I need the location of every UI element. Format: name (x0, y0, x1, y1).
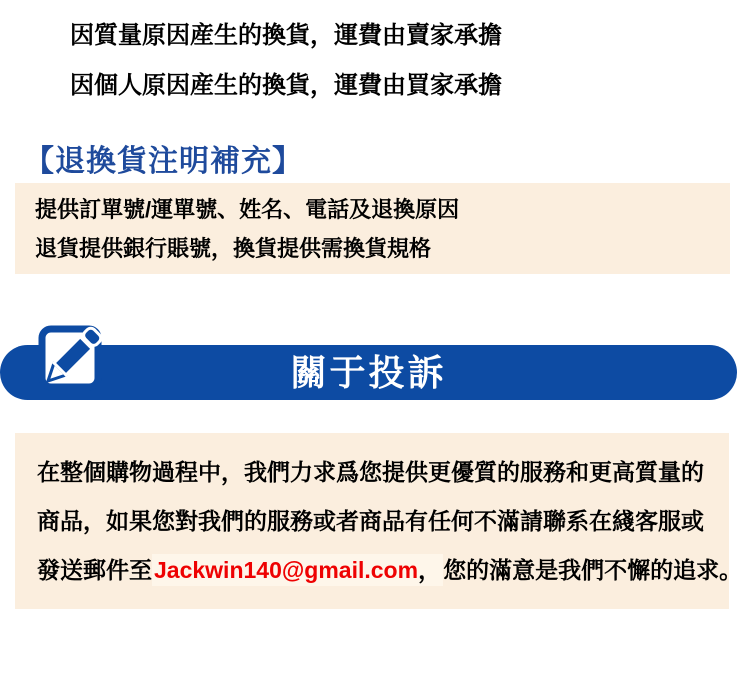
complaint-line-3 (37, 546, 743, 595)
exchange-policy-seller-line: 因質量原因産生的換貨，運費由賣家承擔 (70, 22, 502, 49)
pencil-note-icon (34, 317, 110, 393)
complaint-line-3-comma: ， (418, 557, 442, 583)
returns-note-line-2: 退貨提供銀行賬號，換貨提供需換貨規格 (35, 236, 432, 261)
exchange-policy-buyer-line: 因個人原因産生的換貨，運費由買家承擔 (70, 72, 502, 99)
complaint-banner (0, 345, 737, 400)
complaint-line-2: 商品，如果您對我們的服務或者商品有任何不滿請聯系在綫客服或 (37, 508, 704, 534)
returns-note-heading: 【退換貨注明補充】 (24, 145, 303, 178)
complaint-info-box (15, 433, 743, 609)
complaint-line-3-prefix: 發送郵件至 (37, 557, 152, 583)
complaint-line-3-suffix: 您的滿意是我們不懈的追求。 (443, 557, 743, 583)
contact-email: Jackwin140@gmail.com (154, 557, 419, 583)
complaint-line-1: 在整個購物過程中，我們力求爲您提供更優質的服務和更高質量的 (37, 459, 704, 485)
returns-note-box (15, 183, 730, 274)
returns-note-line-1: 提供訂單號/運單號、姓名、電話及退換原因 (35, 197, 460, 222)
email-highlight (152, 554, 443, 586)
complaint-banner-title: 關于投訴 (290, 352, 447, 393)
